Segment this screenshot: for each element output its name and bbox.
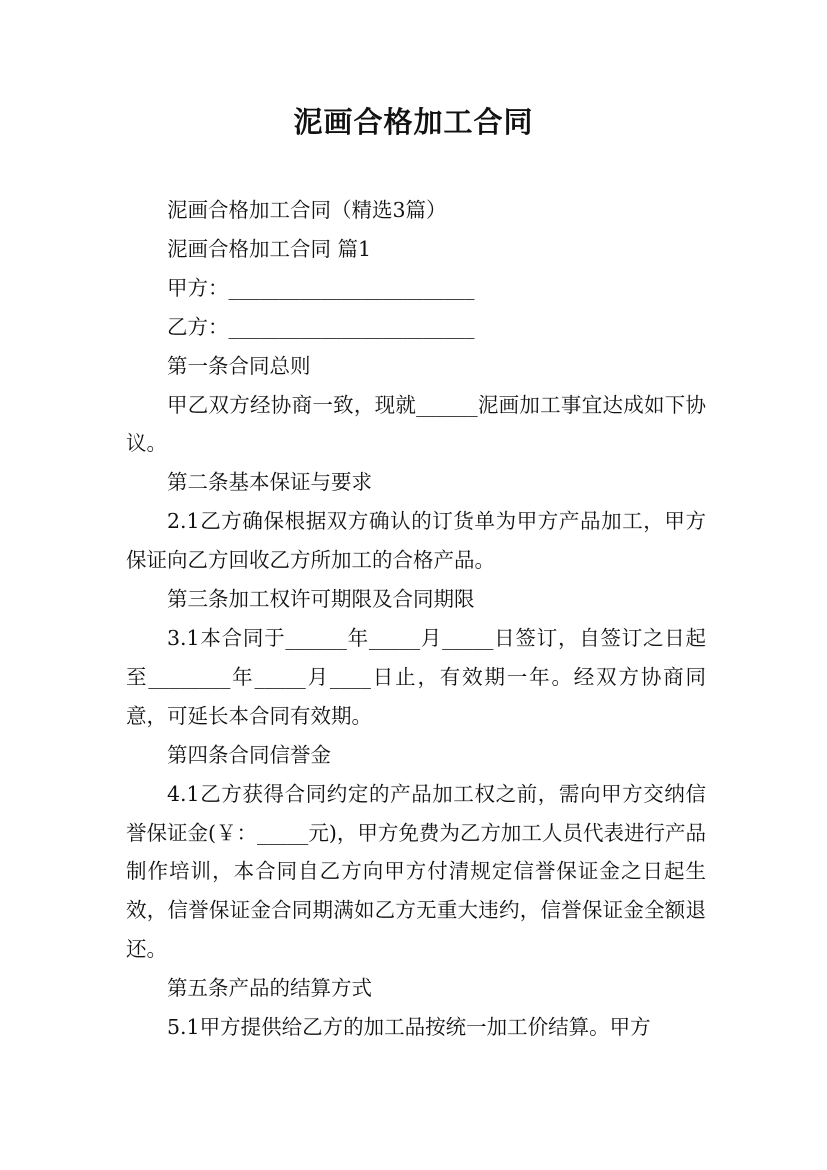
- document-title: 泥画合格加工合同: [293, 105, 534, 139]
- paragraph-article-3-text: 3.1本合同于______年_____月_____日签订，自签订之日起至________年_____月____日止，有效期一年。经双方协商同意，可延长本合同有效期。: [126, 625, 706, 728]
- paragraph-article-4-heading: 第四条合同信誉金: [167, 742, 331, 767]
- paragraph-article-3-heading: 第三条加工权许可期限及合同期限: [167, 587, 475, 612]
- paragraph-article-1-heading: 第一条合同总则: [167, 353, 311, 378]
- document-body: [126, 191, 706, 1047]
- paragraph-article-2-text: 2.1乙方确保根据双方确认的订货单为甲方产品加工，甲方保证向乙方回收乙方所加工的合格产品。: [126, 509, 706, 573]
- paragraph-party-b: 乙方：________________________: [167, 314, 475, 339]
- paragraph-subtitle: 泥画合格加工合同（精选3篇）: [167, 198, 447, 222]
- paragraph-article-2-heading: 第二条基本保证与要求: [167, 470, 372, 495]
- paragraph-party-a: 甲方：________________________: [167, 275, 475, 300]
- paragraph-article-5-heading: 第五条产品的结算方式: [167, 976, 372, 1001]
- paragraph-section-heading: 泥画合格加工合同 篇1: [167, 236, 372, 261]
- paragraph-article-4-text: 4.1乙方获得合同约定的产品加工权之前，需向甲方交纳信誉保证金(￥：_____元)，甲方免费为乙方加工人员代表进行产品制作培训，本合同自乙方向甲方付清规定信誉保证金之日起生效，信誉保证金合同期满如乙方无重大违约，信誉保证金全额退还。: [126, 781, 706, 962]
- paragraph-article-1-text: 甲乙双方经协商一致，现就______泥画加工事宜达成如下协议。: [126, 392, 706, 456]
- paragraph-article-5-text: 5.1甲方提供给乙方的加工品按统一加工价结算。甲方: [167, 1015, 651, 1040]
